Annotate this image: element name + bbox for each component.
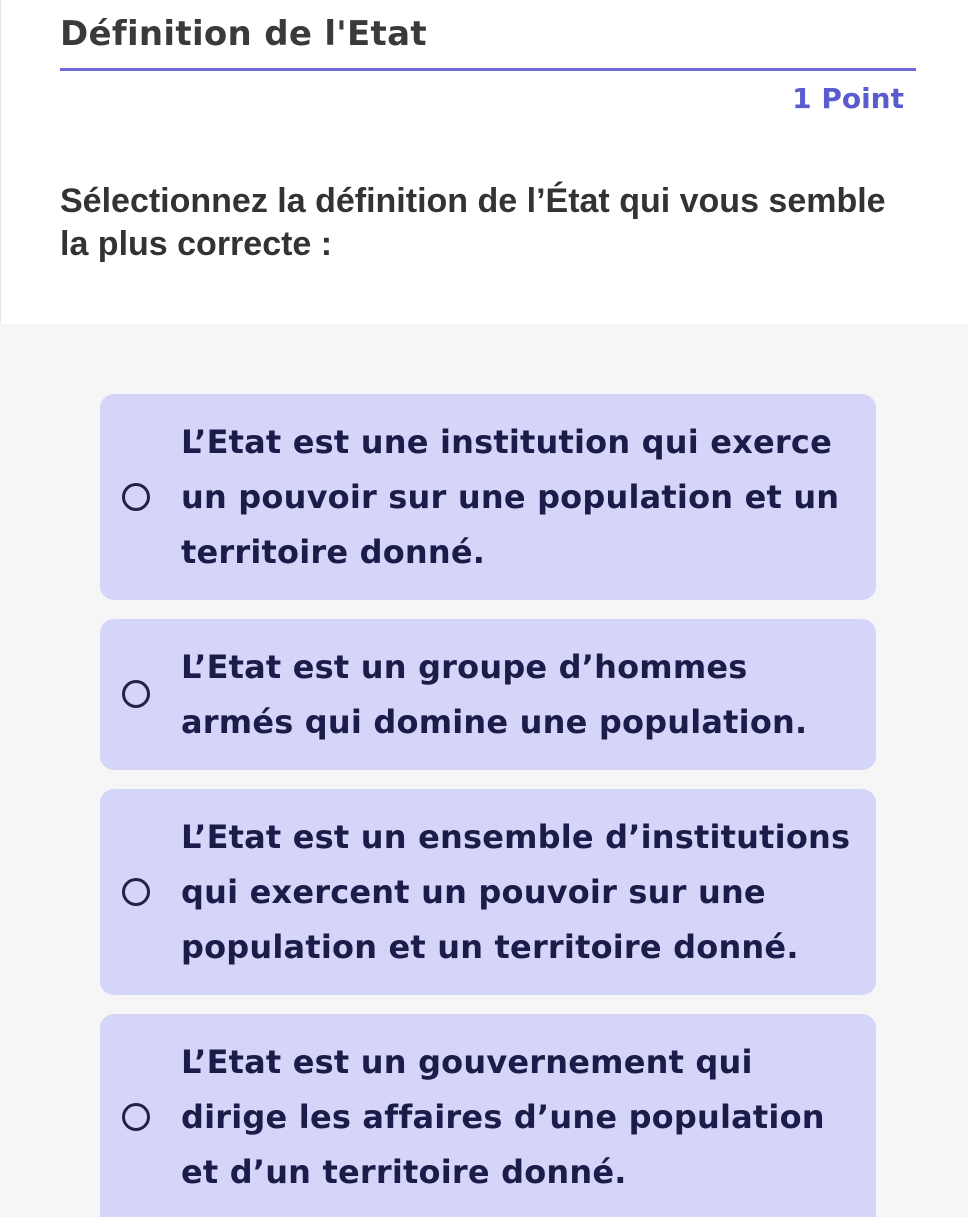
answer-option-3[interactable] [100, 789, 876, 995]
answer-option-label: L’Etat est un gouvernement qui dirige les affaires d’une population et d’un territoire donné. [181, 1043, 825, 1191]
radio-button-icon[interactable] [122, 483, 150, 511]
answer-option-label: L’Etat est une institution qui exerce un pouvoir sur une population et un territoire donné. [181, 423, 840, 571]
question-header [60, 0, 916, 72]
radio-button-icon[interactable] [122, 878, 150, 906]
answer-option-4[interactable] [100, 1014, 876, 1217]
question-title: Définition de l'Etat [60, 14, 427, 54]
radio-button-icon[interactable] [122, 1103, 150, 1131]
question-prompt: Sélectionnez la définition de l’État qui vous semble la plus correcte : [60, 182, 886, 263]
title-divider [60, 68, 916, 71]
answer-option-2[interactable] [100, 619, 876, 770]
page-left-border [0, 0, 1, 324]
answer-options-list [0, 324, 968, 1217]
radio-button-icon[interactable] [122, 680, 150, 708]
points-badge: 1 Point [792, 82, 904, 115]
answer-option-label: L’Etat est un groupe d’hommes armés qui domine une population. [181, 648, 808, 741]
answer-option-1[interactable] [100, 394, 876, 600]
answer-option-label: L’Etat est un ensemble d’institutions qui exercent un pouvoir sur une population et un territoire donné. [181, 818, 851, 966]
